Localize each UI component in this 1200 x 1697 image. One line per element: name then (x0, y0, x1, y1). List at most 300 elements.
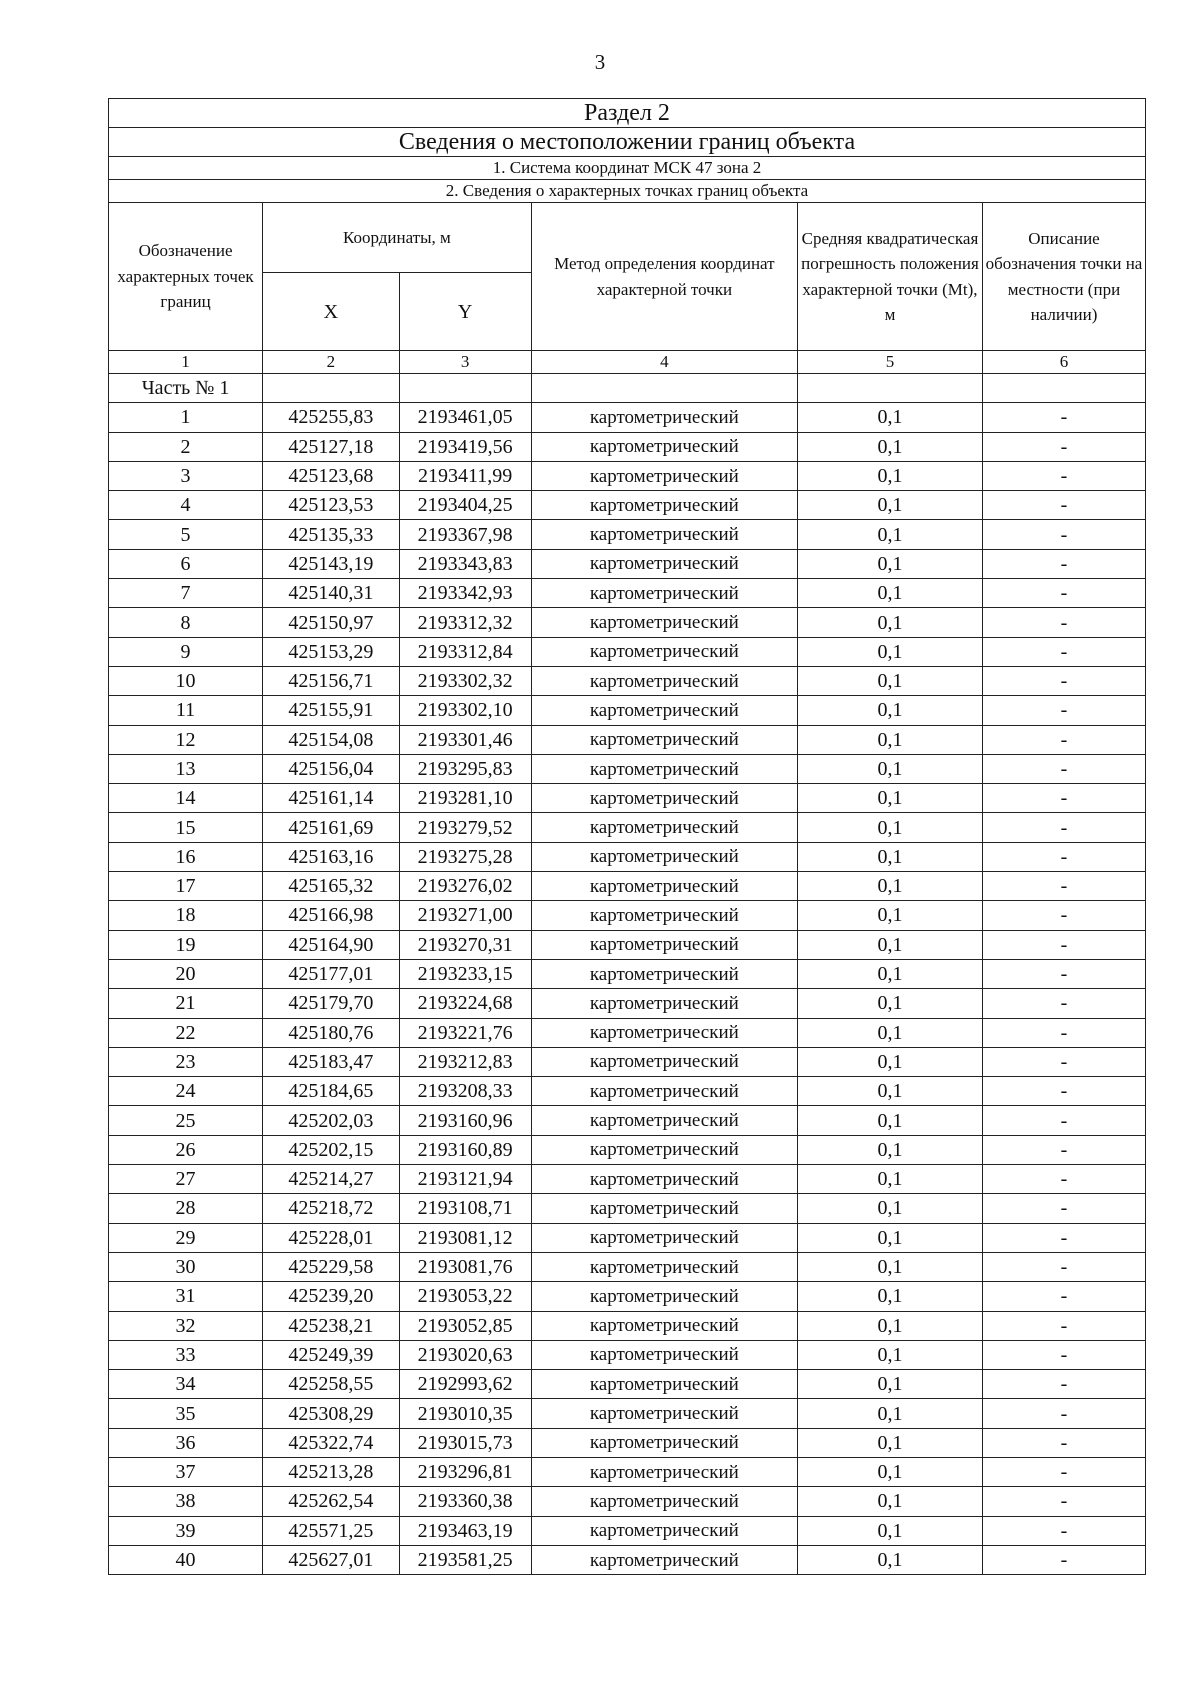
table-row (109, 1165, 1146, 1194)
mean-square-error: 0,1 (798, 608, 983, 637)
point-description: - (982, 1516, 1145, 1545)
point-description: - (982, 403, 1145, 432)
coord-x: 425322,74 (263, 1428, 399, 1457)
point-description: - (982, 1457, 1145, 1486)
coord-y: 2193224,68 (399, 989, 531, 1018)
point-description: - (982, 1487, 1145, 1516)
table-row (109, 1194, 1146, 1223)
table-row (109, 959, 1146, 988)
table-row (109, 520, 1146, 549)
method: картометрический (531, 1047, 797, 1076)
mean-square-error: 0,1 (798, 1370, 983, 1399)
coord-y: 2193270,31 (399, 930, 531, 959)
method: картометрический (531, 959, 797, 988)
point-description: - (982, 1223, 1145, 1252)
coord-x: 425179,70 (263, 989, 399, 1018)
coord-y: 2193275,28 (399, 842, 531, 871)
point-description: - (982, 1428, 1145, 1457)
mean-square-error: 0,1 (798, 461, 983, 490)
coord-y: 2193302,10 (399, 696, 531, 725)
point-description: - (982, 432, 1145, 461)
table-row (109, 1311, 1146, 1340)
coord-x: 425627,01 (263, 1545, 399, 1574)
point-description: - (982, 959, 1145, 988)
method: картометрический (531, 1370, 797, 1399)
table-row (109, 725, 1146, 754)
coord-x: 425308,29 (263, 1399, 399, 1428)
characteristic-points-label: 2. Сведения о характерных точках границ объекта (109, 180, 1146, 203)
method: картометрический (531, 696, 797, 725)
column-number: 2 (263, 351, 399, 374)
point-description: - (982, 989, 1145, 1018)
point-number: 7 (109, 579, 263, 608)
coord-y: 2193463,19 (399, 1516, 531, 1545)
point-number: 11 (109, 696, 263, 725)
table-row (109, 549, 1146, 578)
coord-x: 425155,91 (263, 696, 399, 725)
header-y: Y (399, 273, 531, 351)
point-description: - (982, 901, 1145, 930)
coord-y: 2193271,00 (399, 901, 531, 930)
point-number: 18 (109, 901, 263, 930)
point-description: - (982, 1106, 1145, 1135)
empty-cell (982, 374, 1145, 403)
coord-y: 2193108,71 (399, 1194, 531, 1223)
mean-square-error: 0,1 (798, 520, 983, 549)
table-row (109, 901, 1146, 930)
method: картометрический (531, 784, 797, 813)
mean-square-error: 0,1 (798, 784, 983, 813)
mean-square-error: 0,1 (798, 842, 983, 871)
header-mean-square-error: Средняя квадратическая погрешность положения характерной точки (Mt), м (798, 203, 983, 351)
method: картометрический (531, 872, 797, 901)
table-row (109, 1252, 1146, 1281)
mean-square-error: 0,1 (798, 930, 983, 959)
coord-x: 425164,90 (263, 930, 399, 959)
table-row (109, 432, 1146, 461)
method: картометрический (531, 1516, 797, 1545)
point-number: 1 (109, 403, 263, 432)
coord-y: 2193081,76 (399, 1252, 531, 1281)
mean-square-error: 0,1 (798, 666, 983, 695)
method: картометрический (531, 1399, 797, 1428)
table-row (109, 813, 1146, 842)
method: картометрический (531, 1252, 797, 1281)
coord-x: 425218,72 (263, 1194, 399, 1223)
mean-square-error: 0,1 (798, 1165, 983, 1194)
column-number: 5 (798, 351, 983, 374)
method: картометрический (531, 1165, 797, 1194)
point-number: 40 (109, 1545, 263, 1574)
coord-x: 425123,68 (263, 461, 399, 490)
coord-x: 425258,55 (263, 1370, 399, 1399)
point-description: - (982, 1252, 1145, 1281)
table-row (109, 1223, 1146, 1252)
method: картометрический (531, 1487, 797, 1516)
point-number: 13 (109, 754, 263, 783)
mean-square-error: 0,1 (798, 901, 983, 930)
mean-square-error: 0,1 (798, 1487, 983, 1516)
empty-cell (399, 374, 531, 403)
coord-y: 2192993,62 (399, 1370, 531, 1399)
method: картометрический (531, 725, 797, 754)
point-description: - (982, 1194, 1145, 1223)
method: картометрический (531, 1018, 797, 1047)
table-row (109, 842, 1146, 871)
point-description: - (982, 608, 1145, 637)
point-description: - (982, 1047, 1145, 1076)
point-description: - (982, 579, 1145, 608)
coord-y: 2193010,35 (399, 1399, 531, 1428)
header-coordinates: Координаты, м (263, 203, 532, 273)
point-number: 5 (109, 520, 263, 549)
method: картометрический (531, 754, 797, 783)
coord-y: 2193053,22 (399, 1282, 531, 1311)
table-row (109, 1516, 1146, 1545)
point-description: - (982, 1135, 1145, 1164)
part-label: Часть № 1 (109, 374, 263, 403)
coord-y: 2193233,15 (399, 959, 531, 988)
coord-x: 425140,31 (263, 579, 399, 608)
point-description: - (982, 1545, 1145, 1574)
coord-y: 2193212,83 (399, 1047, 531, 1076)
coord-x: 425154,08 (263, 725, 399, 754)
header-x: X (263, 273, 399, 351)
method: картометрический (531, 1077, 797, 1106)
point-number: 32 (109, 1311, 263, 1340)
table-row (109, 1457, 1146, 1486)
point-number: 33 (109, 1340, 263, 1369)
point-number: 24 (109, 1077, 263, 1106)
mean-square-error: 0,1 (798, 403, 983, 432)
table-row (109, 1135, 1146, 1164)
point-description: - (982, 1340, 1145, 1369)
mean-square-error: 0,1 (798, 1399, 983, 1428)
method: картометрический (531, 1545, 797, 1574)
header-point-designation: Обозначение характерных точек границ (109, 203, 263, 351)
table-row (109, 1399, 1146, 1428)
coord-x: 425214,27 (263, 1165, 399, 1194)
mean-square-error: 0,1 (798, 432, 983, 461)
section-title: Раздел 2 (109, 99, 1146, 128)
method: картометрический (531, 901, 797, 930)
section-subtitle: Сведения о местоположении границ объекта (109, 128, 1146, 157)
table-row (109, 1370, 1146, 1399)
coord-x: 425123,53 (263, 491, 399, 520)
coord-y: 2193419,56 (399, 432, 531, 461)
boundary-points-table (108, 98, 1146, 1575)
method: картометрический (531, 461, 797, 490)
point-number: 12 (109, 725, 263, 754)
point-number: 15 (109, 813, 263, 842)
coord-y: 2193160,89 (399, 1135, 531, 1164)
coord-x: 425161,69 (263, 813, 399, 842)
coord-y: 2193208,33 (399, 1077, 531, 1106)
method: картометрический (531, 813, 797, 842)
method: картометрический (531, 1428, 797, 1457)
point-description: - (982, 1311, 1145, 1340)
mean-square-error: 0,1 (798, 959, 983, 988)
table-row (109, 403, 1146, 432)
method: картометрический (531, 491, 797, 520)
point-description: - (982, 1370, 1145, 1399)
coord-y: 2193360,38 (399, 1487, 531, 1516)
coord-y: 2193301,46 (399, 725, 531, 754)
point-description: - (982, 1165, 1145, 1194)
method: картометрический (531, 1340, 797, 1369)
method: картометрический (531, 549, 797, 578)
coord-x: 425143,19 (263, 549, 399, 578)
point-number: 38 (109, 1487, 263, 1516)
point-description: - (982, 637, 1145, 666)
mean-square-error: 0,1 (798, 1106, 983, 1135)
page-number: 3 (594, 50, 606, 74)
coord-x: 425202,03 (263, 1106, 399, 1135)
point-number: 31 (109, 1282, 263, 1311)
mean-square-error: 0,1 (798, 1311, 983, 1340)
method: картометрический (531, 1194, 797, 1223)
column-number: 6 (982, 351, 1145, 374)
point-number: 10 (109, 666, 263, 695)
point-number: 8 (109, 608, 263, 637)
point-number: 20 (109, 959, 263, 988)
point-number: 29 (109, 1223, 263, 1252)
point-description: - (982, 842, 1145, 871)
table-row (109, 461, 1146, 490)
table-row (109, 696, 1146, 725)
method: картометрический (531, 1282, 797, 1311)
coord-x: 425184,65 (263, 1077, 399, 1106)
coord-y: 2193367,98 (399, 520, 531, 549)
table-row (109, 1340, 1146, 1369)
point-description: - (982, 754, 1145, 783)
mean-square-error: 0,1 (798, 1545, 983, 1574)
point-number: 6 (109, 549, 263, 578)
mean-square-error: 0,1 (798, 725, 983, 754)
coord-x: 425255,83 (263, 403, 399, 432)
coord-y: 2193081,12 (399, 1223, 531, 1252)
method: картометрический (531, 637, 797, 666)
mean-square-error: 0,1 (798, 1457, 983, 1486)
mean-square-error: 0,1 (798, 1516, 983, 1545)
method: картометрический (531, 989, 797, 1018)
coord-y: 2193015,73 (399, 1428, 531, 1457)
point-number: 28 (109, 1194, 263, 1223)
coord-y: 2193411,99 (399, 461, 531, 490)
table-row (109, 1545, 1146, 1574)
table-row (109, 1047, 1146, 1076)
coord-x: 425161,14 (263, 784, 399, 813)
point-description: - (982, 491, 1145, 520)
point-number: 25 (109, 1106, 263, 1135)
mean-square-error: 0,1 (798, 1252, 983, 1281)
table-row (109, 637, 1146, 666)
method: картометрический (531, 1223, 797, 1252)
coord-y: 2193312,84 (399, 637, 531, 666)
method: картометрический (531, 520, 797, 549)
coord-x: 425571,25 (263, 1516, 399, 1545)
table-row (109, 930, 1146, 959)
mean-square-error: 0,1 (798, 989, 983, 1018)
mean-square-error: 0,1 (798, 1340, 983, 1369)
point-number: 34 (109, 1370, 263, 1399)
coord-x: 425166,98 (263, 901, 399, 930)
coord-x: 425228,01 (263, 1223, 399, 1252)
coord-x: 425183,47 (263, 1047, 399, 1076)
coord-y: 2193121,94 (399, 1165, 531, 1194)
coord-x: 425213,28 (263, 1457, 399, 1486)
column-number: 1 (109, 351, 263, 374)
coord-y: 2193581,25 (399, 1545, 531, 1574)
mean-square-error: 0,1 (798, 491, 983, 520)
point-description: - (982, 461, 1145, 490)
coord-x: 425135,33 (263, 520, 399, 549)
point-number: 37 (109, 1457, 263, 1486)
coord-x: 425127,18 (263, 432, 399, 461)
method: картометрический (531, 1457, 797, 1486)
mean-square-error: 0,1 (798, 1223, 983, 1252)
mean-square-error: 0,1 (798, 1135, 983, 1164)
coord-y: 2193160,96 (399, 1106, 531, 1135)
coord-y: 2193295,83 (399, 754, 531, 783)
point-number: 4 (109, 491, 263, 520)
point-number: 22 (109, 1018, 263, 1047)
coord-x: 425202,15 (263, 1135, 399, 1164)
point-number: 23 (109, 1047, 263, 1076)
coord-x: 425156,04 (263, 754, 399, 783)
coord-y: 2193221,76 (399, 1018, 531, 1047)
method: картометрический (531, 579, 797, 608)
method: картометрический (531, 1135, 797, 1164)
method: картометрический (531, 666, 797, 695)
point-number: 30 (109, 1252, 263, 1281)
mean-square-error: 0,1 (798, 754, 983, 783)
table-row (109, 1282, 1146, 1311)
coord-y: 2193281,10 (399, 784, 531, 813)
point-description: - (982, 872, 1145, 901)
coord-x: 425165,32 (263, 872, 399, 901)
method: картометрический (531, 930, 797, 959)
coord-y: 2193404,25 (399, 491, 531, 520)
table-row (109, 491, 1146, 520)
method: картометрический (531, 432, 797, 461)
coord-y: 2193342,93 (399, 579, 531, 608)
point-number: 26 (109, 1135, 263, 1164)
point-number: 27 (109, 1165, 263, 1194)
point-description: - (982, 666, 1145, 695)
coord-y: 2193343,83 (399, 549, 531, 578)
point-number: 21 (109, 989, 263, 1018)
header-point-description: Описание обозначения точки на местности (при наличии) (982, 203, 1145, 351)
coord-x: 425229,58 (263, 1252, 399, 1281)
point-description: - (982, 520, 1145, 549)
header-method: Метод определения координат характерной точки (531, 203, 797, 351)
point-number: 17 (109, 872, 263, 901)
table-row (109, 666, 1146, 695)
point-number: 39 (109, 1516, 263, 1545)
coord-x: 425262,54 (263, 1487, 399, 1516)
point-number: 14 (109, 784, 263, 813)
table-row (109, 1077, 1146, 1106)
coord-x: 425239,20 (263, 1282, 399, 1311)
method: картометрический (531, 403, 797, 432)
mean-square-error: 0,1 (798, 579, 983, 608)
point-number: 16 (109, 842, 263, 871)
point-number: 19 (109, 930, 263, 959)
coord-x: 425156,71 (263, 666, 399, 695)
point-number: 35 (109, 1399, 263, 1428)
coord-y: 2193276,02 (399, 872, 531, 901)
point-description: - (982, 696, 1145, 725)
coord-x: 425249,39 (263, 1340, 399, 1369)
mean-square-error: 0,1 (798, 549, 983, 578)
mean-square-error: 0,1 (798, 1047, 983, 1076)
coord-x: 425238,21 (263, 1311, 399, 1340)
table-row (109, 872, 1146, 901)
table-row (109, 1428, 1146, 1457)
coord-y: 2193279,52 (399, 813, 531, 842)
empty-cell (798, 374, 983, 403)
method: картометрический (531, 608, 797, 637)
coord-x: 425150,97 (263, 608, 399, 637)
point-description: - (982, 930, 1145, 959)
point-description: - (982, 784, 1145, 813)
coord-y: 2193052,85 (399, 1311, 531, 1340)
coord-x: 425153,29 (263, 637, 399, 666)
point-description: - (982, 549, 1145, 578)
coord-x: 425180,76 (263, 1018, 399, 1047)
point-description: - (982, 1282, 1145, 1311)
table-row (109, 608, 1146, 637)
coord-y: 2193302,32 (399, 666, 531, 695)
coord-y: 2193312,32 (399, 608, 531, 637)
coord-y: 2193296,81 (399, 1457, 531, 1486)
point-description: - (982, 813, 1145, 842)
mean-square-error: 0,1 (798, 1018, 983, 1047)
mean-square-error: 0,1 (798, 813, 983, 842)
method: картометрический (531, 1311, 797, 1340)
mean-square-error: 0,1 (798, 872, 983, 901)
table-row (109, 784, 1146, 813)
mean-square-error: 0,1 (798, 1428, 983, 1457)
mean-square-error: 0,1 (798, 1194, 983, 1223)
table-row (109, 1487, 1146, 1516)
point-number: 2 (109, 432, 263, 461)
table-row (109, 579, 1146, 608)
coord-x: 425177,01 (263, 959, 399, 988)
empty-cell (531, 374, 797, 403)
point-description: - (982, 1018, 1145, 1047)
mean-square-error: 0,1 (798, 696, 983, 725)
method: картометрический (531, 1106, 797, 1135)
coordinate-system-label: 1. Система координат МСК 47 зона 2 (109, 157, 1146, 180)
table-row (109, 1018, 1146, 1047)
column-number: 3 (399, 351, 531, 374)
empty-cell (263, 374, 399, 403)
method: картометрический (531, 842, 797, 871)
table-row (109, 1106, 1146, 1135)
point-number: 3 (109, 461, 263, 490)
mean-square-error: 0,1 (798, 637, 983, 666)
column-number: 4 (531, 351, 797, 374)
table-row (109, 989, 1146, 1018)
coord-y: 2193020,63 (399, 1340, 531, 1369)
coord-x: 425163,16 (263, 842, 399, 871)
mean-square-error: 0,1 (798, 1077, 983, 1106)
point-description: - (982, 725, 1145, 754)
point-number: 36 (109, 1428, 263, 1457)
mean-square-error: 0,1 (798, 1282, 983, 1311)
